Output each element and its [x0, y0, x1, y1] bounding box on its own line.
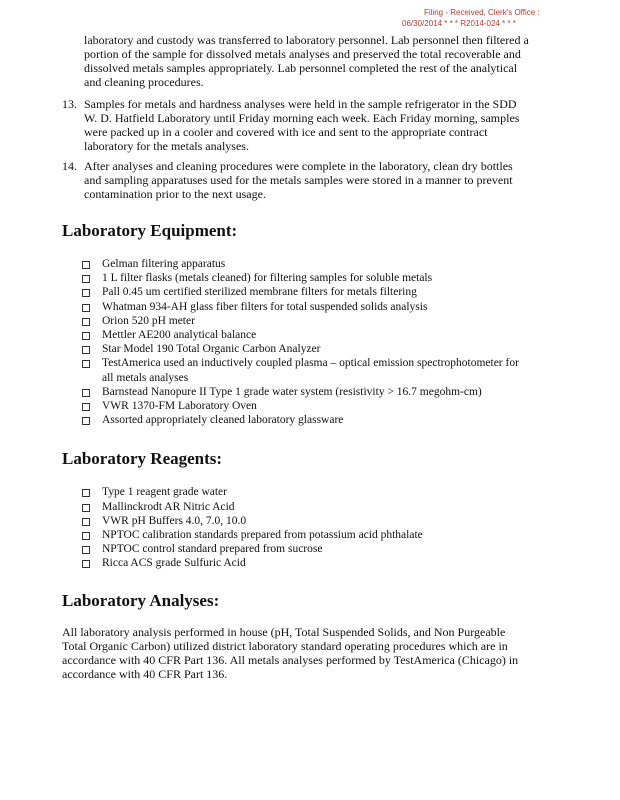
- analyses-paragraph: All laboratory analysis performed in house (pH, Total Suspended Solids, and Non Purgeable Total Organic Carbon) utilized district laboratory standard operating procedures which are in accordance with 40 CFR Part 136. All metals analyses performed by TestAmerica (Chicago) in accordance with 40 CFR Part 136.: [62, 624, 519, 681]
- checkbox-bullet-icon: [82, 546, 90, 554]
- list-item-text: Mettler AE200 analytical balance: [102, 329, 257, 342]
- checkbox-bullet-icon: [82, 289, 90, 297]
- checkbox-bullet-icon: [82, 332, 90, 340]
- list-item-text: Mallinckrodt AR Nitric Acid: [102, 500, 235, 513]
- step-14: [62, 159, 529, 201]
- continuation-paragraph: laboratory and custody was transferred to laboratory personnel. Lab personnel then filtered a portion of the sample for dissolved metals analyses and preserved the total recoverable and dissolved metals samples appropriately. Lab personnel completed the rest of the analytical and cleaning procedures.: [84, 33, 529, 89]
- checkbox-bullet-icon: [82, 489, 90, 497]
- list-item: [82, 485, 522, 499]
- step-number: 14.: [62, 159, 77, 173]
- checkbox-bullet-icon: [82, 518, 90, 526]
- checkbox-bullet-icon: [82, 532, 90, 540]
- list-item-text: Whatman 934-AH glass fiber filters for total suspended solids analysis: [102, 300, 428, 313]
- list-item: [82, 300, 522, 314]
- list-item: [82, 399, 522, 413]
- list-item-text: 1 L filter flasks (metals cleaned) for filtering samples for soluble metals: [102, 272, 433, 285]
- list-item-text: VWR pH Buffers 4.0, 7.0, 10.0: [102, 514, 247, 527]
- list-item-text: Barnstead Nanopure II Type 1 grade water system (resistivity > 16.7 megohm-cm): [102, 385, 482, 398]
- checkbox-bullet-icon: [82, 360, 90, 368]
- list-item-text: Orion 520 pH meter: [102, 314, 195, 327]
- reagents-list: [82, 485, 522, 570]
- step-number: 13.: [62, 97, 77, 111]
- reagents-heading: Laboratory Reagents:: [62, 449, 223, 469]
- checkbox-bullet-icon: [82, 318, 90, 326]
- checkbox-bullet-icon: [82, 304, 90, 312]
- list-item-text: Ricca ACS grade Sulfuric Acid: [102, 557, 246, 570]
- checkbox-bullet-icon: [82, 275, 90, 283]
- list-item-text: Type 1 reagent grade water: [102, 486, 227, 499]
- checkbox-bullet-icon: [82, 504, 90, 512]
- list-item: [82, 271, 522, 285]
- step-13: [62, 97, 529, 153]
- filing-stamp-date: 06/30/2014 * * * R2014-024 * * *: [402, 19, 516, 28]
- list-item: [82, 413, 522, 427]
- checkbox-bullet-icon: [82, 389, 90, 397]
- list-item-text: TestAmerica used an inductively coupled plasma – optical emission spectrophotometer for all metals analyses: [102, 357, 519, 384]
- list-item: [82, 328, 522, 342]
- equipment-list: [82, 257, 522, 427]
- list-item: [82, 285, 522, 299]
- step-text: Samples for metals and hardness analyses were held in the sample refrigerator in the SDD W. D. Hatfield Laboratory until Friday morning each week. Each Friday morning, samples were packed up in a cooler and covered with ice and sent to the appropriate contract laboratory for the metals analyses.: [84, 97, 520, 153]
- list-item: [82, 528, 522, 542]
- step-text: After analyses and cleaning procedures were complete in the laboratory, clean dry bottles and sampling apparatuses used for the metals samples were stored in a manner to prevent contamination prior to the next usage.: [84, 159, 513, 201]
- list-item: [82, 514, 522, 528]
- list-item: [82, 385, 522, 399]
- filing-stamp: Filing - Received, Clerk's Office :: [424, 8, 540, 17]
- document-body: [0, 33, 620, 681]
- list-item-text: NPTOC control standard prepared from sucrose: [102, 543, 323, 556]
- list-item-text: Star Model 190 Total Organic Carbon Analyzer: [102, 343, 321, 356]
- list-item: [82, 257, 522, 271]
- list-item: [82, 342, 522, 356]
- list-item: [82, 356, 522, 384]
- checkbox-bullet-icon: [82, 261, 90, 269]
- checkbox-bullet-icon: [82, 346, 90, 354]
- list-item-text: Assorted appropriately cleaned laboratory glassware: [102, 414, 344, 427]
- list-item: [82, 500, 522, 514]
- list-item-text: Gelman filtering apparatus: [102, 258, 226, 270]
- checkbox-bullet-icon: [82, 417, 90, 425]
- analyses-heading: Laboratory Analyses:: [62, 590, 220, 610]
- list-item-text: NPTOC calibration standards prepared from potassium acid phthalate: [102, 529, 423, 542]
- list-item-text: Pall 0.45 um certified sterilized membrane filters for metals filtering: [102, 286, 417, 299]
- checkbox-bullet-icon: [82, 403, 90, 411]
- list-item: [82, 542, 522, 556]
- checkbox-bullet-icon: [82, 560, 90, 568]
- list-item-text: VWR 1370-FM Laboratory Oven: [102, 400, 257, 413]
- equipment-heading: Laboratory Equipment:: [62, 221, 238, 240]
- list-item: [82, 556, 522, 570]
- list-item: [82, 314, 522, 328]
